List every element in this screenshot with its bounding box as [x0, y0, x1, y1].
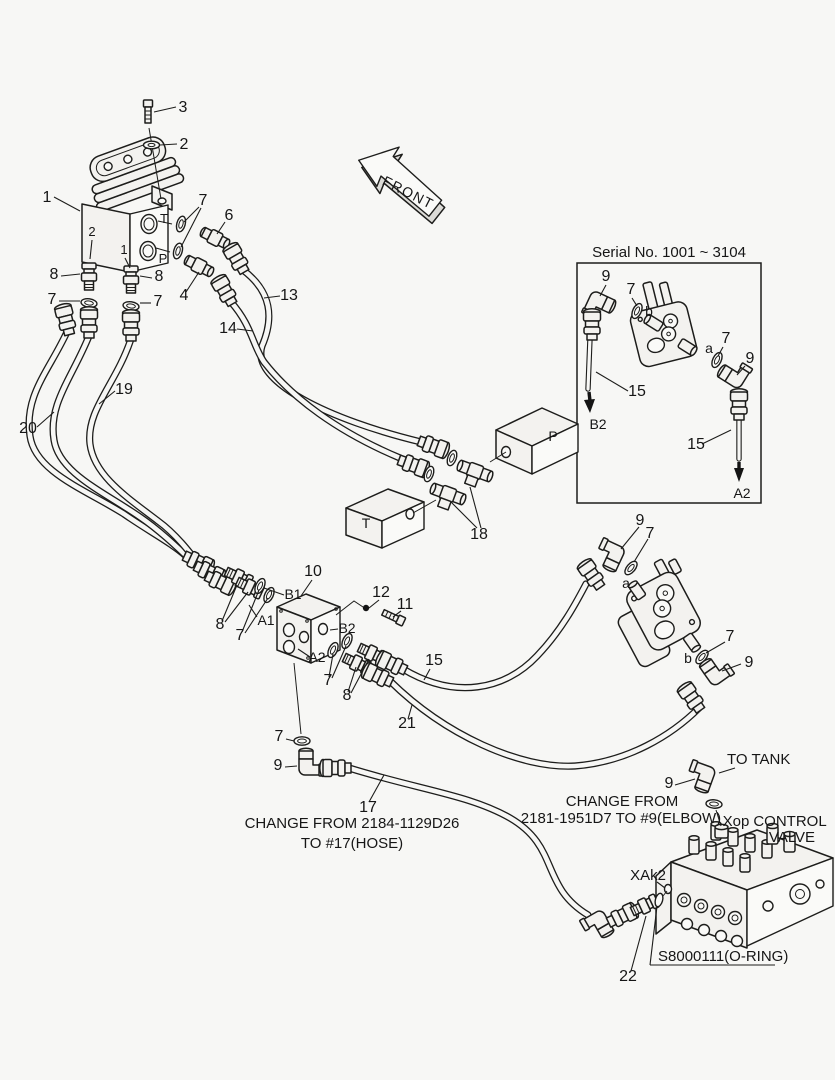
part-number-callout: 3	[178, 99, 188, 116]
part-number-callout: 18	[470, 526, 488, 543]
part-number-callout: 17	[359, 799, 377, 816]
part-number-callout: 7	[323, 672, 333, 689]
part-number-callout: 9	[635, 512, 645, 529]
serial-box-title: Serial No. 1001 ~ 3104	[592, 244, 746, 261]
part-number-callout: XAk2	[630, 867, 666, 884]
part-number-callout: P	[158, 251, 168, 266]
part-number-callout: 7	[198, 192, 208, 209]
annotation-text: 2181-1951D7 TO #9(ELBOW)	[520, 810, 722, 827]
part-number-callout: T	[361, 515, 371, 531]
annotation-text: TO #17(HOSE)	[300, 835, 404, 852]
annotation-text: S8000111(O-RING)	[658, 948, 789, 965]
part-number-callout: 8	[154, 268, 164, 285]
part-number-callout: P	[548, 428, 558, 444]
part-number-callout: 19	[115, 381, 133, 398]
part-number-callout: 10	[304, 563, 322, 580]
part-number-callout: 7	[721, 330, 731, 347]
part-number-callout: 7	[47, 291, 57, 308]
bolt-3	[144, 100, 153, 123]
part-number-callout: a	[622, 575, 630, 591]
port-T	[141, 215, 157, 234]
part-number-callout: 7	[274, 728, 284, 745]
part-number-callout: 15	[687, 436, 705, 453]
washer-2	[144, 141, 160, 149]
part-number-callout: 8	[342, 687, 352, 704]
part-number-callout: 7	[235, 627, 245, 644]
part-number-callout: B1	[284, 586, 302, 602]
part-number-callout: 2	[88, 224, 96, 239]
part-number-callout: a	[705, 340, 713, 356]
annotation-text: CHANGE FROM 2184-1129D26	[244, 815, 460, 832]
part-number-callout: 9	[273, 757, 283, 774]
part-number-callout: 12	[372, 584, 390, 601]
part-number-callout: B2	[589, 416, 607, 432]
part-number-callout: 7	[153, 293, 163, 310]
part-number-callout: b	[684, 650, 692, 666]
part-number-callout: 15	[628, 383, 646, 400]
part-number-callout: 9	[664, 775, 674, 792]
part-number-callout: A2	[308, 649, 326, 665]
part-number-callout: 2	[179, 136, 189, 153]
part-number-callout: 22	[619, 968, 637, 985]
part-number-callout: 14	[219, 320, 237, 337]
part-number-callout: 4	[179, 287, 189, 304]
part-number-callout: A1	[257, 612, 275, 628]
part-number-callout: 8	[215, 616, 225, 633]
part-number-callout: T	[160, 211, 168, 226]
part-number-callout: A2	[733, 485, 751, 501]
plug-12	[363, 605, 369, 611]
annotation-text: Xop	[722, 813, 750, 830]
part-number-callout: 8	[49, 266, 59, 283]
port-P	[140, 242, 156, 261]
annotation-text: CONTROL	[753, 813, 827, 830]
part-number-callout: 20	[19, 420, 37, 437]
part-number-callout: 9	[744, 654, 754, 671]
part-number-callout: 1	[42, 189, 52, 206]
part-number-callout: 7	[645, 525, 655, 542]
part-number-callout: 15	[425, 652, 443, 669]
front-arrow-label: FRONT	[380, 172, 437, 213]
part-number-callout: 7	[725, 628, 735, 645]
annotation-text: CHANGE FROM	[565, 793, 679, 810]
part-number-callout: 21	[398, 715, 416, 732]
annotation-text: VALVE	[768, 829, 816, 846]
part-number-callout: 13	[280, 287, 298, 304]
part-number-callout: B2	[338, 620, 356, 636]
part-number-callout: 1	[120, 242, 128, 257]
annotation-text: TO TANK	[727, 751, 791, 768]
part-number-callout: 6	[224, 207, 234, 224]
part-number-callout: b	[645, 303, 653, 319]
part-number-callout: 7	[626, 281, 636, 298]
part-number-callout: 9	[601, 268, 611, 285]
part-number-callout: 9	[745, 350, 755, 367]
part-number-callout: 11	[396, 596, 414, 613]
